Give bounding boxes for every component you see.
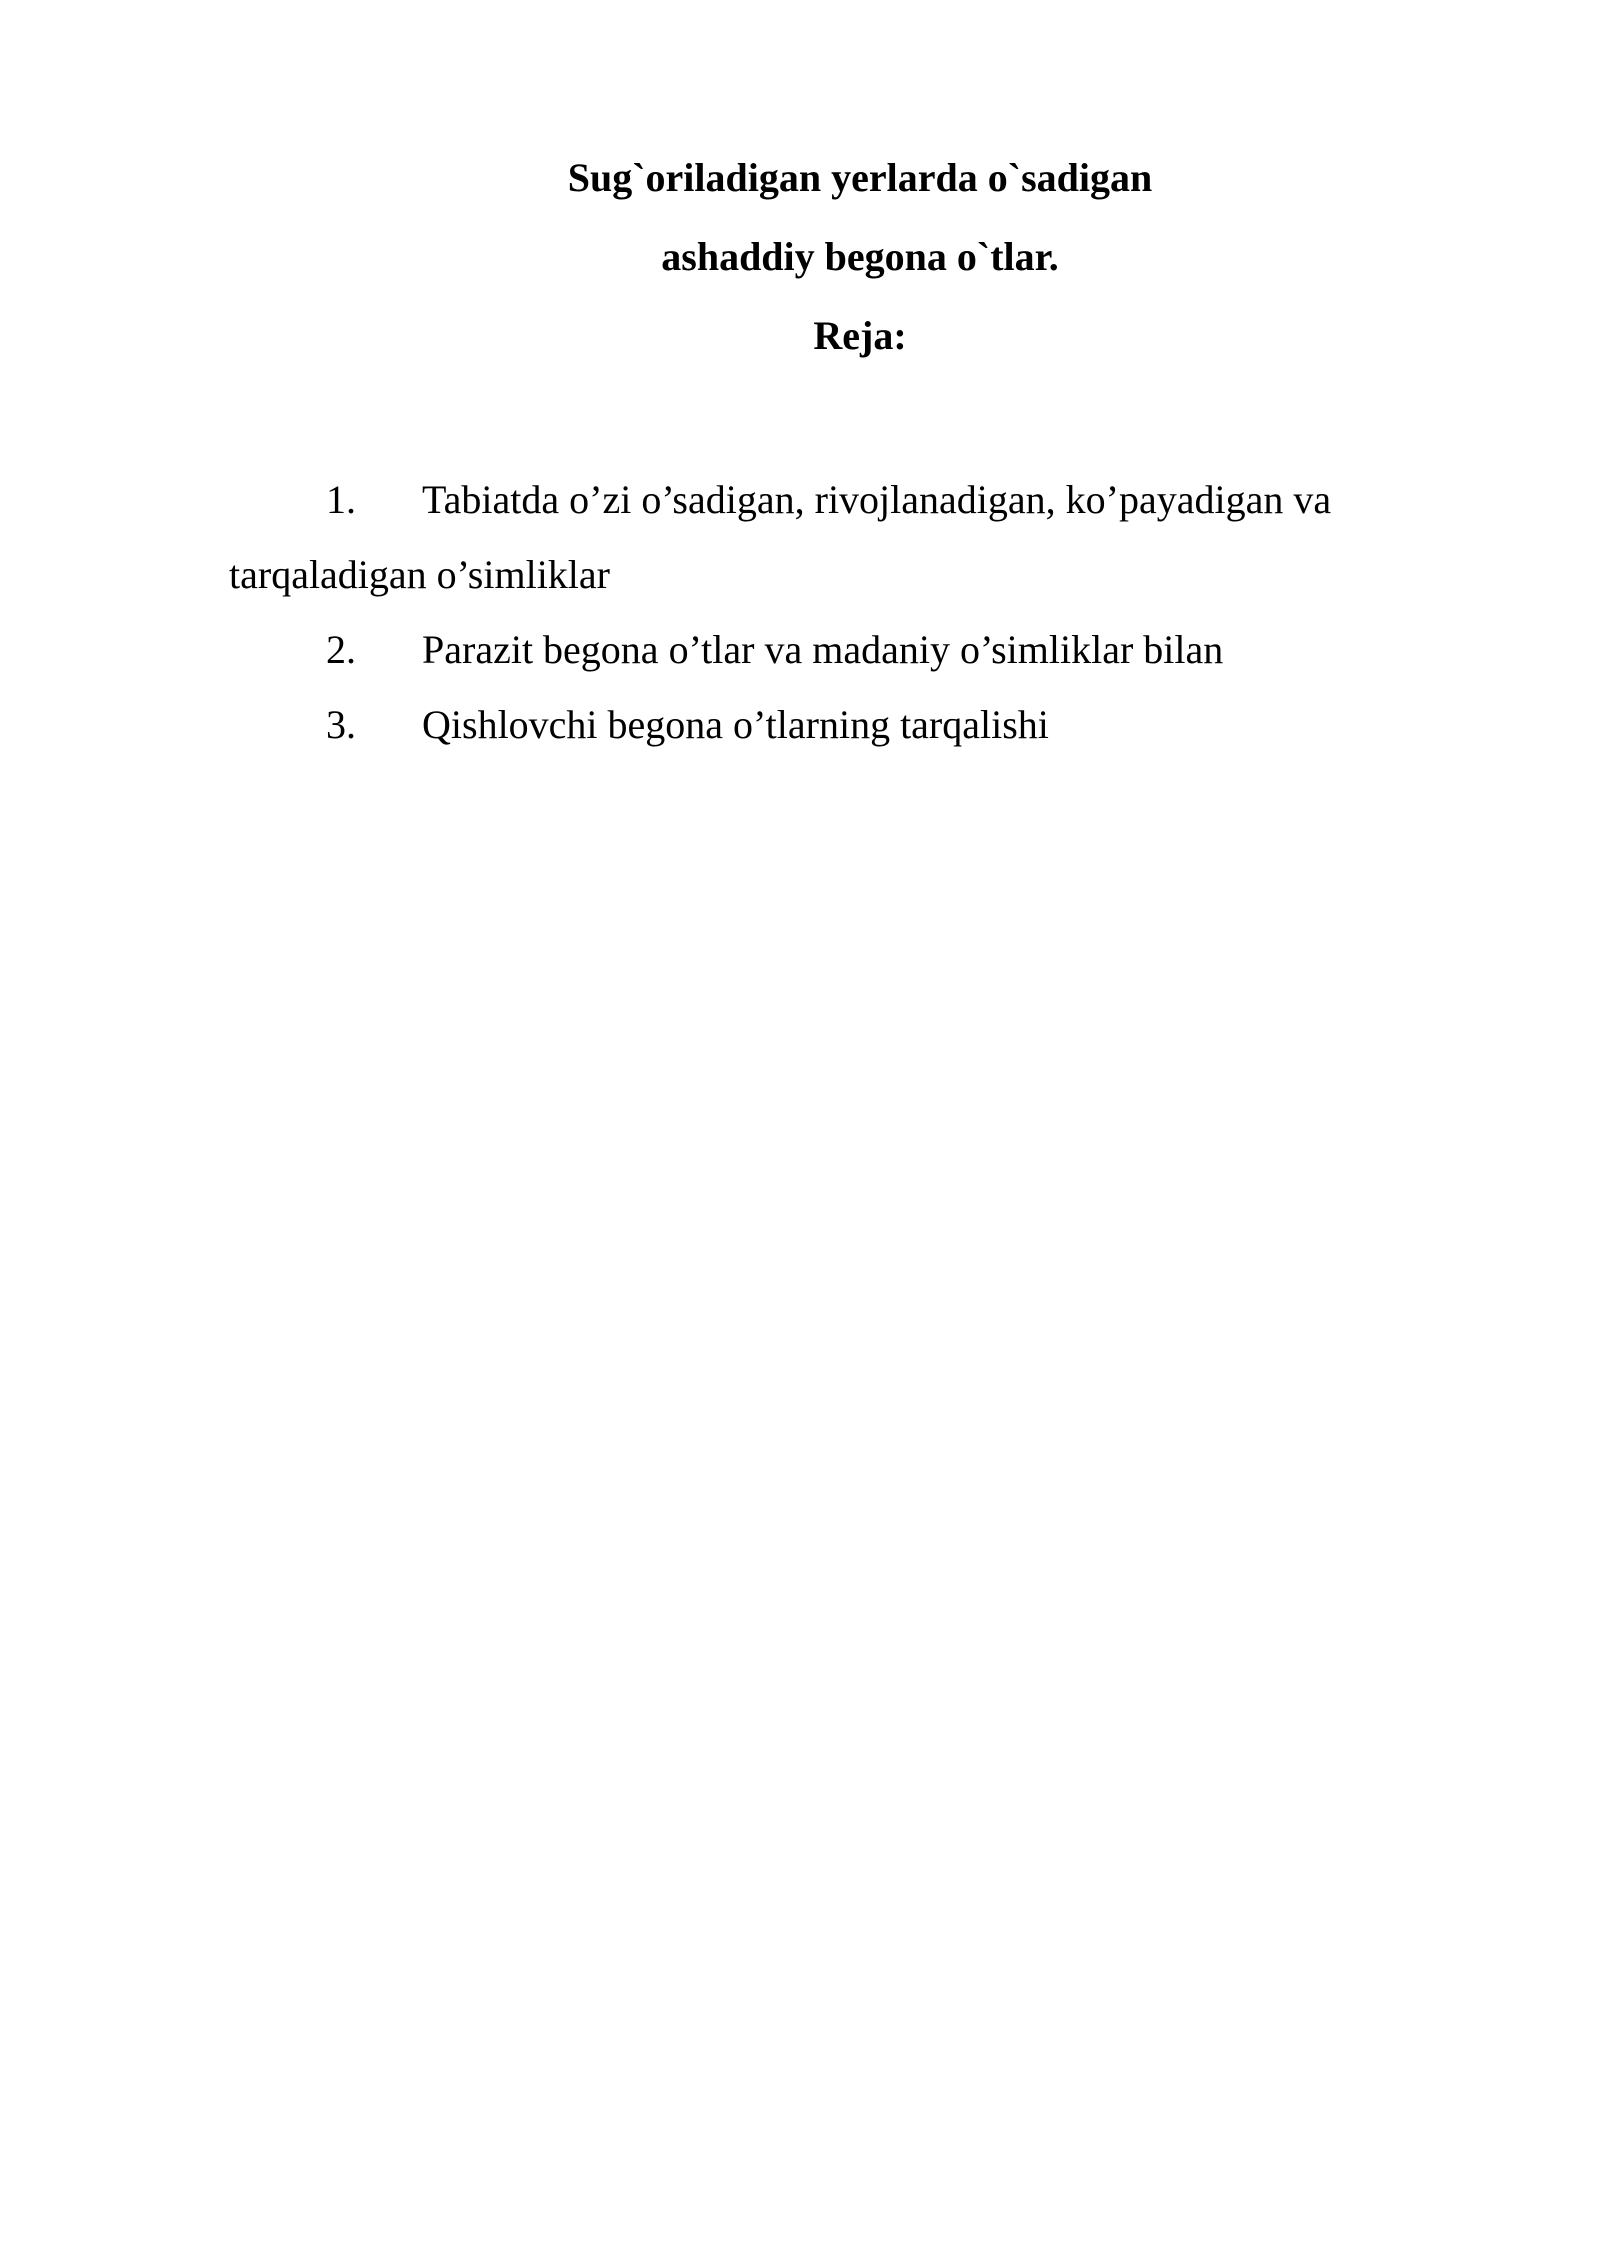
plan-item-text: Parazit begona o’tlar va madaniy o’simliklar bilan <box>422 627 1224 672</box>
plan-item-text: Qishlovchi begona o’tlarning tarqalishi <box>422 702 1049 747</box>
plan-item-number: 2. <box>326 627 356 672</box>
plan-item-text: Tabiatda o’zi o’sadigan, rivojlanadigan, ko’payadigan va tarqaladigan o’simliklar <box>229 477 1332 597</box>
plan-heading: Reja: <box>813 313 907 358</box>
plan-item-number: 1. <box>326 477 356 522</box>
plan-item-number: 3. <box>326 702 356 747</box>
plan-item <box>229 612 1409 687</box>
plan-item <box>229 462 1409 612</box>
document-title-line-1: Sug`oriladigan yerlarda o`sadigan <box>567 155 1153 200</box>
document-title-line-2: ashaddiy begona o`tlar. <box>661 234 1059 279</box>
title-block <box>0 148 1600 385</box>
plan-list <box>229 462 1409 762</box>
plan-item <box>229 687 1409 762</box>
